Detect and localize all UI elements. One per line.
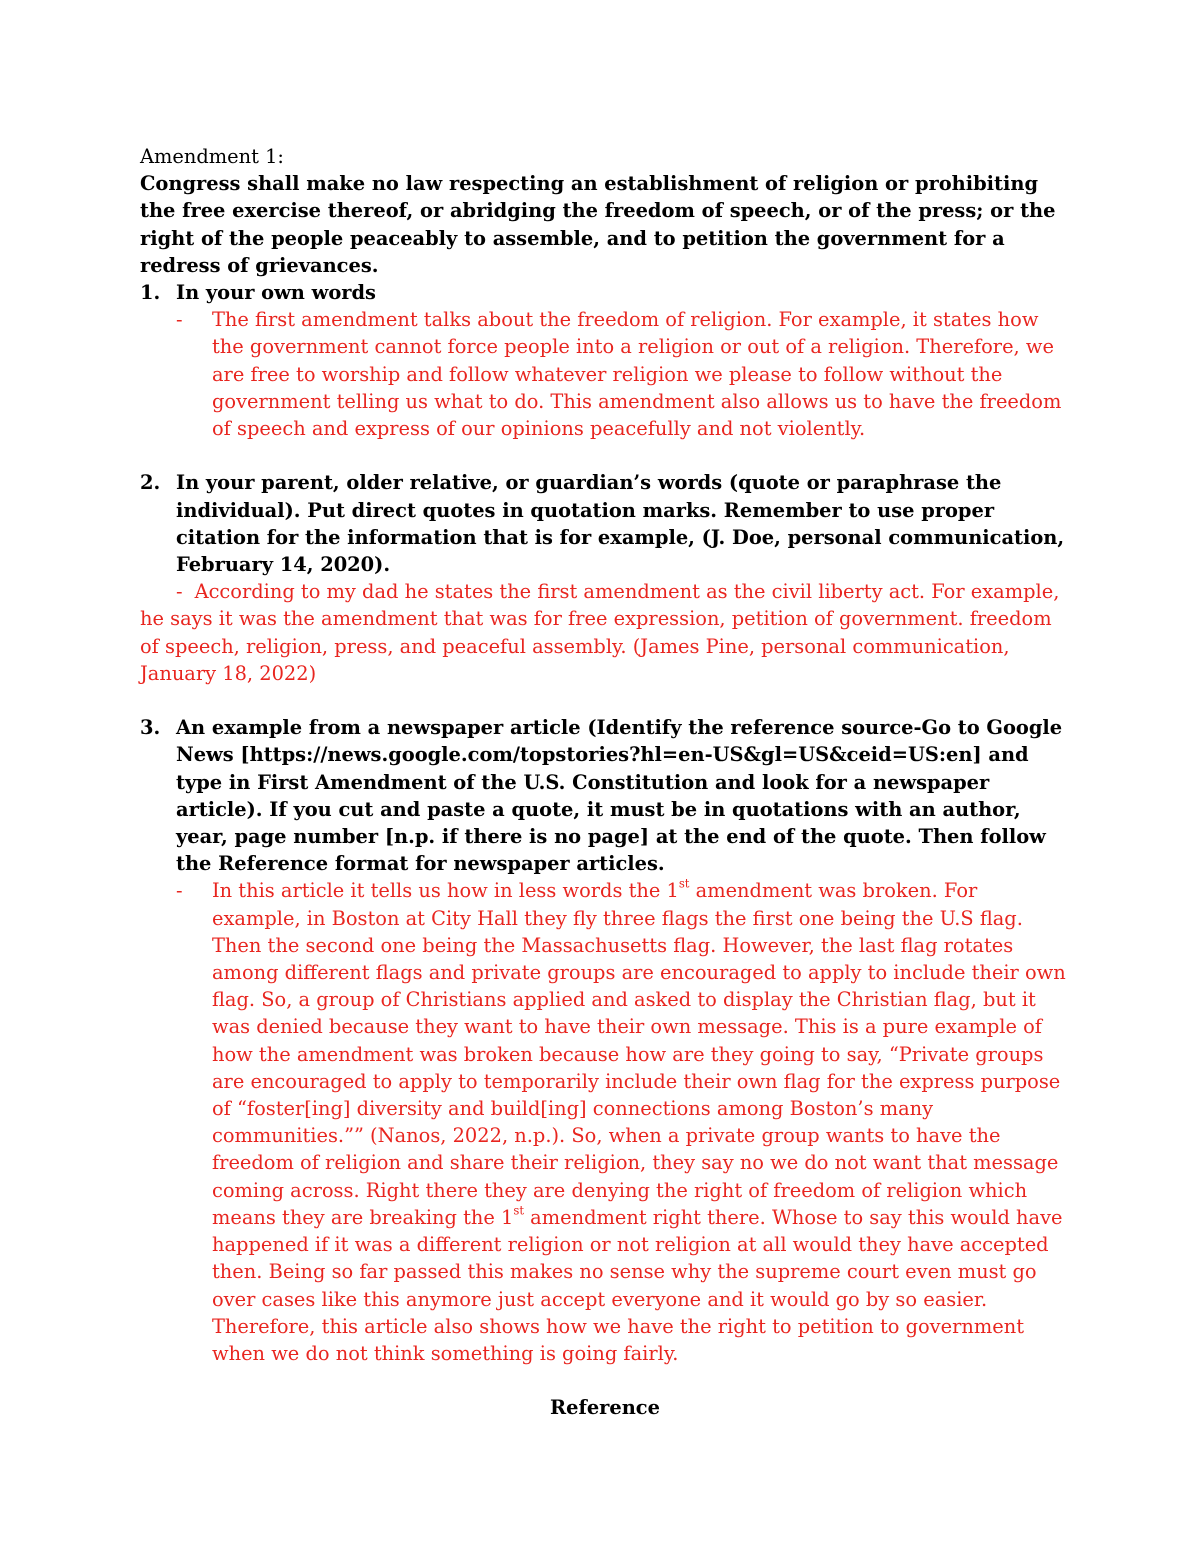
amendment-heading: Amendment 1:	[140, 145, 284, 168]
question-3	[140, 714, 1070, 877]
question-1-number: 1.	[140, 281, 161, 305]
answer-1	[140, 306, 1070, 442]
answer-3-text-part1: In this article it tells us how in less words the 1	[212, 879, 679, 903]
question-2-number: 2.	[140, 471, 161, 495]
spacer	[140, 687, 1070, 714]
question-2	[140, 469, 1070, 578]
answer-1-text: The first amendment talks about the freedom of religion. For example, it states how the government cannot force people into a religion or out of a religion. Therefore, we are free to worship and follow whatever religion we please to follow without the government telling us what to do. This amendment also allows us to have the freedom of speech and express of our opinions peacefully and not violently.	[212, 308, 1062, 441]
answer-3-text-part2: amendment was broken. For example, in Boston at City Hall they fly three flags the first one being the U.S flag. Then the second one being the Massachusetts flag. However, the last flag rotates among different flags and private groups are encouraged to apply to include their own flag. So, a group of Christians applied and asked to display the Christian flag, but it was denied because they want to have their own message. This is a pure example of how the amendment was broken because how are they going to say, “Private groups are encouraged to apply to temporarily include their own flag for the express purpose of “foster[ing] diversity and build[ing] connections among Boston’s many communities.”” (Nanos, 2022, n.p.). So, when a private group wants to have the freedom of religion and share their religion, they say no we do not want that message coming across. Right there they are denying the right of freedom of religion which means they are breaking the 1	[212, 879, 1066, 1229]
amendment-text: Congress shall make no law respecting an establishment of religion or prohibiting the free exercise thereof, or abridging the freedom of speech, or of the press; or the right of the people peaceably to assemble, and to petition the government for a redress of grievances.	[140, 172, 1056, 277]
answer-1-dash: -	[176, 308, 183, 332]
reference-heading: Reference	[550, 1396, 660, 1420]
document-body	[140, 143, 1070, 1422]
question-3-prompt: An example from a newspaper article (Identify the reference source-Go to Google News [https://news.google.com/topstories?hl=en-US&gl=US&ceid=US:en] and type in First Amendment of the U.S. Constitution and look for a newspaper article). If you cut and paste a quote, it must be in quotations with an author, year, page number [n.p. if there is no page] at the end of the quote. Then follow the Reference format for newspaper articles.	[176, 716, 1063, 876]
answer-3	[140, 877, 1070, 1367]
spacer	[140, 442, 1070, 469]
answer-3-dash: -	[176, 879, 183, 903]
question-3-number: 3.	[140, 716, 161, 740]
ordinal-suffix: st	[678, 877, 690, 892]
question-2-prompt: In your parent, older relative, or guardian’s words (quote or paraphrase the individual). Put direct quotes in quotation marks. Remember to use proper citation for the information that is for example, (J. Doe, personal communication, February 14, 2020).	[176, 471, 1065, 577]
spacer	[140, 1367, 1070, 1394]
answer-2-text: According to my dad he states the first amendment as the civil liberty act. For example, he says it was the amendment that was for free expression, petition of government. freedom of speech, religion, press, and peaceful assembly. (James Pine, personal communication, January 18, 2022)	[140, 580, 1060, 685]
question-1-prompt: In your own words	[176, 281, 376, 305]
answer-3-text-part3: amendment right there. Whose to say this would have happened if it was a different religion or not religion at all would they have accepted then. Being so far passed this makes no sense why the supreme court even must go over cases like this anymore just accept everyone and it would go by so easier. Therefore, this article also shows how we have the right to petition to government when we do not think something is going fairly.	[212, 1205, 1063, 1365]
ordinal-suffix: st	[513, 1203, 525, 1218]
question-1	[140, 279, 1070, 306]
answer-2-dash: -	[176, 580, 183, 604]
answer-2	[140, 578, 1070, 687]
